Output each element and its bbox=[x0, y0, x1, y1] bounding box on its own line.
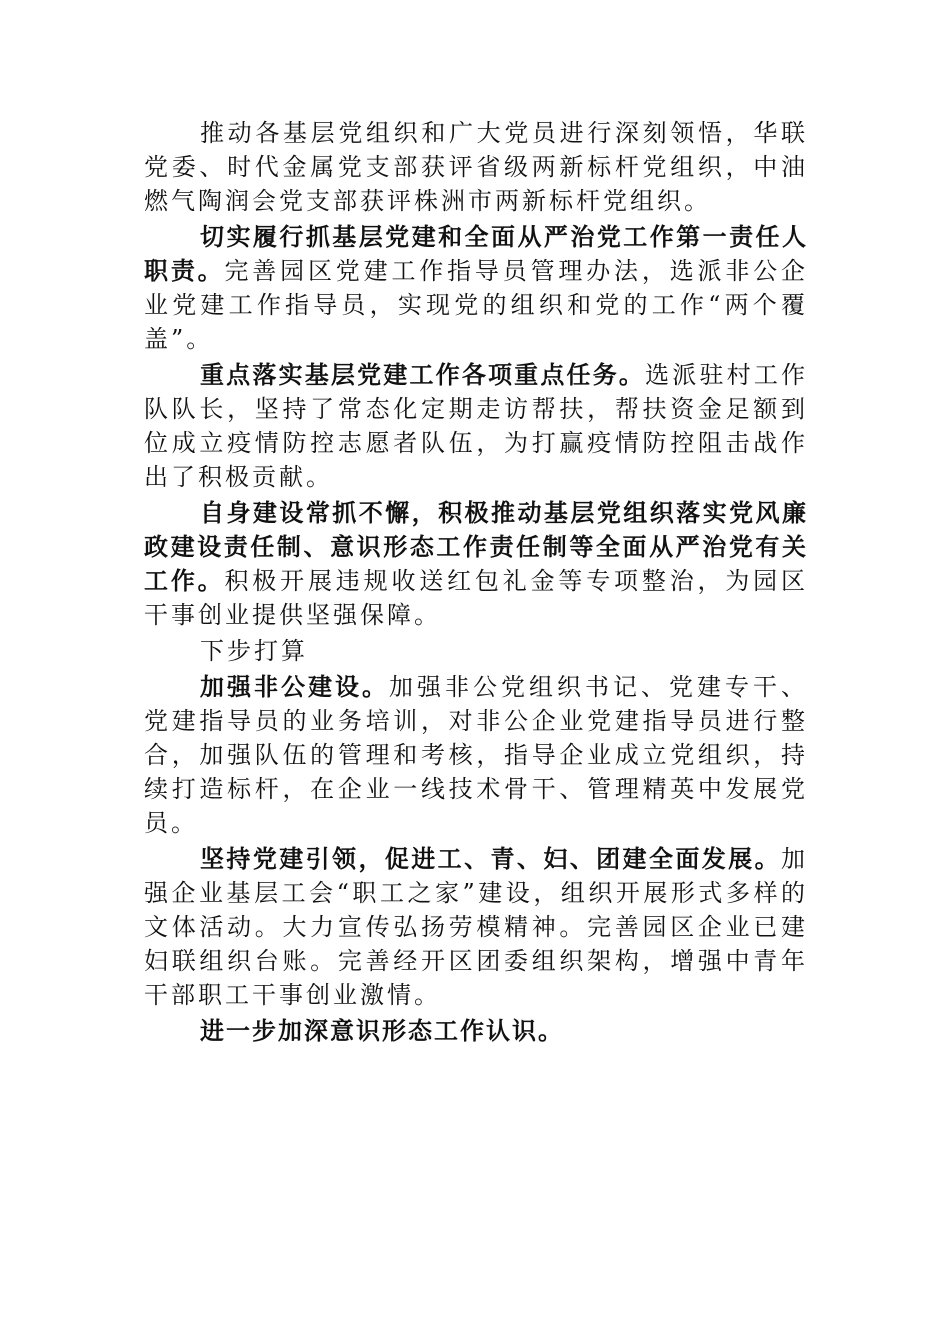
paragraph-4-text: 积极开展违规收送红包礼金等专项整治，为园区干事创业提供坚强保障。 bbox=[144, 567, 809, 629]
paragraph-6-text: 加强非公党组织书记、党建专干、党建指导员的业务培训，对非公企业党建指导员进行整合，加强队伍的管理和考核，指导企业成立党组织，持续打造标杆，在企业一线技术骨干、管理精英中发展党员。 bbox=[144, 673, 808, 837]
paragraph-6-heading: 加强非公建设。 bbox=[200, 673, 389, 701]
paragraph-2-heading: 切实履行抓基层党建和全面从严治党工作第一责任人职责。 bbox=[144, 223, 808, 285]
paragraph-1-text: 推动各基层党组织和广大党员进行深刻领悟，华联党委、时代金属党支部获评省级两新标杆党组织，中油燃气陶润会党支部获评株洲市两新标杆党组织。 bbox=[144, 119, 808, 215]
paragraph-4-heading: 自身建设常抓不懈，积极推动基层党组织落实党风廉政建设责任制、意识形态工作责任制等全面从严治党有关工作。 bbox=[144, 499, 808, 595]
paragraph-7-heading: 坚持党建引领，促进工、青、妇、团建全面发展。 bbox=[200, 845, 781, 873]
section-heading-next-steps bbox=[144, 634, 808, 668]
paragraph-7-text: 加强企业基层工会“职工之家”建设，组织开展形式多样的文体活动。大力宣传弘扬劳模精神。完善园区企业已建妇联组织台账。完善经开区团委组织架构，增强中青年干部职工干事创业激情。 bbox=[144, 845, 808, 1009]
paragraph-8-heading: 进一步加深意识形态工作认识。 bbox=[200, 1017, 564, 1045]
paragraph-6 bbox=[144, 670, 808, 840]
paragraph-2-text: 完善园区党建工作指导员管理办法，选派非公企业党建工作指导员，实现党的组织和党的工作“两个覆盖”。 bbox=[144, 257, 809, 353]
paragraph-3-heading: 重点落实基层党建工作各项重点任务。 bbox=[200, 361, 646, 389]
paragraph-2 bbox=[144, 220, 808, 356]
paragraph-8 bbox=[144, 1014, 808, 1048]
paragraph-7 bbox=[144, 842, 808, 1012]
paragraph-5-text: 下步打算 bbox=[200, 637, 308, 665]
paragraph-1 bbox=[144, 116, 808, 218]
paragraph-3 bbox=[144, 358, 808, 494]
paragraph-3-text: 选派驻村工作队队长，坚持了常态化定期走访帮扶，帮扶资金足额到位成立疫情防控志愿者队伍，为打赢疫情防控阻击战作出了积极贡献。 bbox=[144, 361, 809, 491]
paragraph-4 bbox=[144, 496, 808, 632]
document-body bbox=[144, 116, 808, 1048]
